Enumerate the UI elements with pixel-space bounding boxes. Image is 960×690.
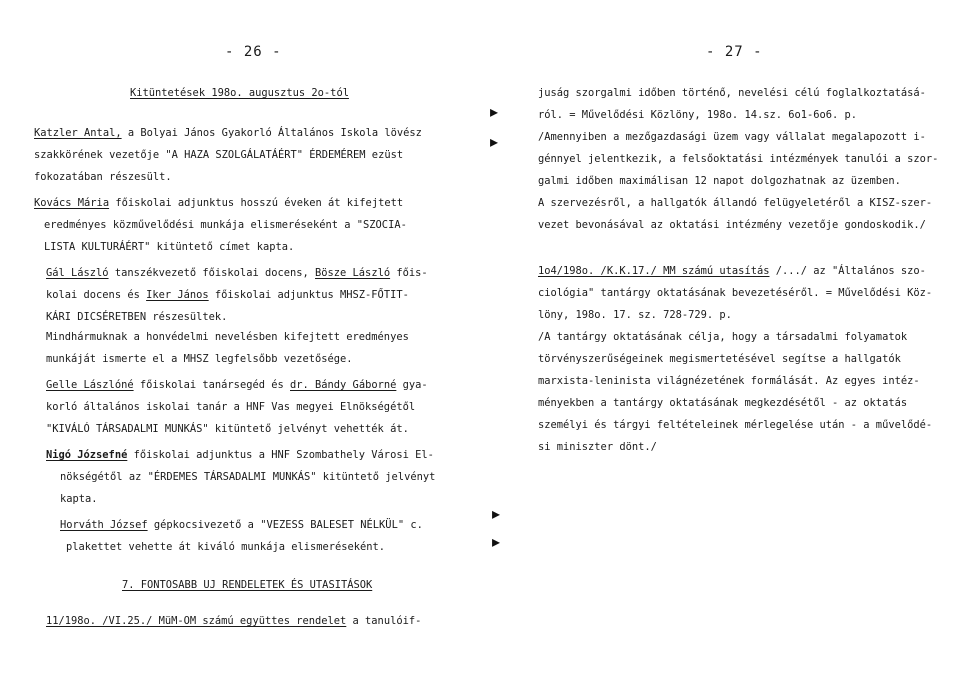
person-name: dr. Bándy Gáborné [290, 379, 397, 391]
text-span: főiskolai adjunktus MHSZ-FŐTIT- [208, 289, 409, 301]
award-katzler-line2: szakkörének vezetője "A HAZA SZOLGÁLATÁÉRT" ÉRDEMÉREM ezüst [34, 149, 404, 161]
right-line-14: ményekben a tantárgy oktatásának megkezdésétől - az oktatás [538, 397, 908, 409]
award-katzler-line1 [34, 126, 422, 140]
instruction-ref: 1o4/198o. /K.K.17./ MM számú utasítás [538, 265, 770, 277]
right-line-16: si miniszter dönt./ [538, 441, 657, 453]
right-line-4: génnyel jelentkezik, a felsőoktatási intézmények tanulói a szor- [538, 153, 939, 165]
scan-mark-2: ▸ [490, 132, 499, 151]
right-line-3: /Amennyiben a mezőgazdasági üzem vagy vállalat megalapozott i- [538, 131, 926, 143]
award-katzler-line3: fokozatában részesült. [34, 171, 172, 183]
text-span: kolai docens és [46, 289, 147, 301]
right-line-9: ciológia" tantárgy oktatásának bevezetéséről. = Művelődési Köz- [538, 287, 933, 299]
award-gelle-line3: "KIVÁLÓ TÁRSADALMI MUNKÁS" kitüntető jelvényt vehették át. [46, 423, 409, 435]
scan-mark-1: ▸ [490, 102, 499, 121]
text-span: /.../ az "Általános szo- [769, 265, 926, 277]
award-gal-line2 [46, 288, 409, 302]
person-name: Gelle Lászlóné [46, 379, 134, 391]
person-name: Katzler Antal, [34, 127, 122, 139]
right-line-10: löny, 198o. 17. sz. 728-729. p. [538, 309, 732, 321]
left-page [0, 0, 470, 690]
award-kovacs-line2: eredményes közművelődési munkája elismeréseként a "SZOCIA- [44, 219, 407, 231]
text-span: főiskolai adjunktus a HNF Szombathely Városi El- [127, 449, 434, 461]
regulation-ref: 11/198o. /VI.25./ MüM-OM számú együttes rendelet [46, 615, 347, 627]
award-kovacs-line1 [34, 196, 403, 210]
right-line-6: A szervezésről, a hallgatók állandó felügyeletéről a KISZ-szer- [538, 197, 933, 209]
text-span: főiskolai adjunktus hosszú éveken át kifejtett [109, 197, 404, 209]
award-gal-line3: KÁRI DICSÉRETBEN részesültek. [46, 311, 228, 323]
scan-mark-4: ▸ [492, 532, 501, 551]
text-span: gya- [396, 379, 428, 391]
text-span: a tanulóif- [346, 615, 422, 627]
award-gal-line4: Mindhármuknak a honvédelmi nevelésben kifejtett eredményes [46, 331, 409, 343]
person-name: Bösze László [315, 267, 391, 279]
text-span: főiskolai tanársegéd és [133, 379, 290, 391]
person-name: Iker János [146, 289, 209, 301]
award-gelle-line1 [46, 378, 428, 392]
page-number-26: - 26 - [225, 44, 282, 60]
award-horvath-line2: plakettet vehette át kiváló munkája elismeréseként. [66, 541, 386, 553]
awards-title: Kitüntetések 198o. augusztus 2o-tól [130, 87, 349, 99]
right-line-7: vezet bevonásával az oktatási intézmény vezetője gondoskodik./ [538, 219, 926, 231]
person-name: Kovács Mária [34, 197, 110, 209]
right-page [470, 0, 960, 690]
text-span: gépkocsivezető a "VEZESS BALESET NÉLKÜL" c. [147, 519, 423, 531]
award-nigo-line1 [46, 448, 434, 462]
right-line-13: marxista-leninista világnézetének formálását. Az egyes intéz- [538, 375, 920, 387]
text-span: főis- [390, 267, 428, 279]
award-nigo-line2: nökségétől az "ÉRDEMES TÁRSADALMI MUNKÁS" kitüntető jelvényt [60, 471, 436, 483]
right-line-5: galmi időben maximálisan 12 napot dolgozhatnak az üzemben. [538, 175, 901, 187]
award-horvath-line1 [60, 518, 423, 532]
right-line-11: /A tantárgy oktatásának célja, hogy a társadalmi folyamatok [538, 331, 908, 343]
scan-mark-3: ▸ [492, 504, 501, 523]
award-gal-line5: munkáját ismerte el a MHSZ legfelsőbb vezetősége. [46, 353, 353, 365]
regulation-ref-line [46, 614, 421, 628]
text-span: tanszékvezető főiskolai docens, [108, 267, 316, 279]
right-line-12: törvényszerűségeinek megismertetésével segítse a hallgatók [538, 353, 901, 365]
award-gelle-line2: korló általános iskolai tanár a HNF Vas megyei Elnökségétől [46, 401, 416, 413]
person-name: Nigó Józsefné [46, 449, 128, 461]
person-name: Gál László [46, 267, 109, 279]
award-nigo-line3: kapta. [60, 493, 98, 505]
right-line-1: juság szorgalmi időben történő, nevelési célú foglalkoztatásá- [538, 87, 926, 99]
award-gal-line1 [46, 266, 428, 280]
page-number-27: - 27 - [706, 44, 763, 60]
right-line-8 [538, 264, 926, 278]
right-line-2: ról. = Művelődési Közlöny, 198o. 14.sz. 6o1-6o6. p. [538, 109, 858, 121]
person-name: Horváth József [60, 519, 148, 531]
award-kovacs-line3: LISTA KULTURÁÉRT" kitüntető címet kapta. [44, 241, 295, 253]
text-span: a Bolyai János Gyakorló Általános Iskola lövész [121, 127, 422, 139]
right-line-15: személyi és tárgyi feltételeinek mérlegelése után - a művelődé- [538, 419, 933, 431]
section-heading: 7. FONTOSABB UJ RENDELETEK ÉS UTASITÁSOK [122, 579, 373, 591]
